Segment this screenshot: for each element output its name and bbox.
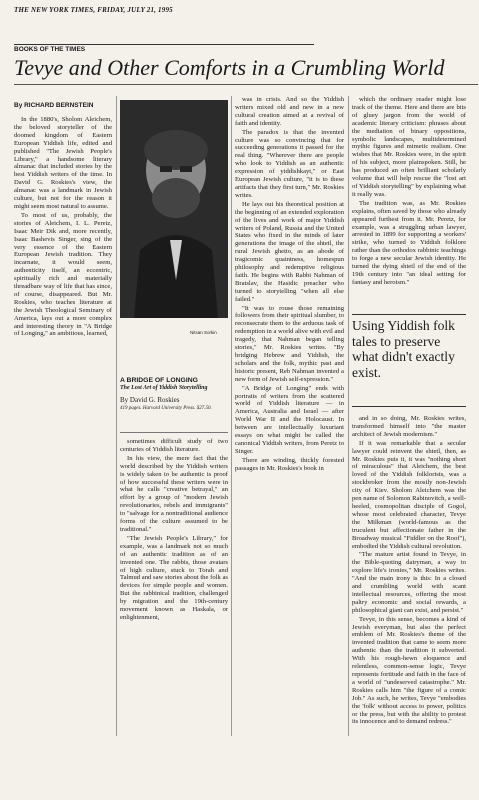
- paragraph: which the ordinary reader might lose track of the theme. Here and there are bits of gluey jargon from the world of academic literary criticism: phrases about the mediation of binary oppositions, symbolic landscapes, multidetermined mythic figures and mimetic realism. One wishes that Mr. Roskies were, in the spirit of his subject, more plainspoken. Still, he has produced an often brilliant scholarly volume that will help rescue the "lost art of Yiddish storytelling" by explaining what it really was.: [352, 96, 466, 198]
- pull-quote-rule-top: [352, 314, 466, 315]
- paragraph: In his view, the mere fact that the world described by the Yiddish writers is widely taken to be authentic is proof of how successful these writers were in what he calls "creative betrayal," an effort by a group of "modern Jewish revolutionaries, rebels and immigrants" to "salvage for a nontraditional audience forms of the culture assumed to be traditional.": [120, 454, 228, 533]
- book-author: By David G. Roskies: [120, 396, 180, 404]
- headline: Tevye and Other Comforts in a Crumbling World: [14, 55, 445, 80]
- paragraph: "The Jewish People's Library," for example, was a landmark not so much of an authentic tradition as of an invented one. The rabbis, those avatars of high culture, stuck to Torah and Talmud and saw stories about the folk as devices for simple people and women. But the rabbinical tradition, challenged by migration and the 19th-century movement known as Haskala, or enlightenment,: [120, 534, 228, 621]
- paragraph: "The mature artist found in Tevye, in the Bible-quoting dairyman, a way to explore life's ironies," Mr. Roskies writes. "And the main irony is this: In a closed and crumbling world with scant intellectual resources, offering the most paltry economic and social rewards, a philosophical giant can exist, and persist.": [352, 551, 466, 614]
- headline-rule: [14, 84, 478, 85]
- pull-quote-rule-bottom: [352, 406, 466, 407]
- paragraph: In the 1880's, Sholom Aleichem, the beloved storyteller of the doomed kingdom of Eastern European Yiddish life, edited and published "The Jewish People's Library," a handsome literary almanac that included stories by the best Yiddish writers of the time. In David G. Roskies's view, the almanac was a landmark in Jewish culture, but not for the reason it might seem most natural to assume.: [14, 116, 112, 210]
- paragraph: If it was remarkable that a secular lawyer could reinvent the shtetl, then, as Mr. Roskies puts it, it was "nothing short of miraculous" that Aleichem, the best loved of the Yiddish folklorists, was a stockbroker from the mostly non-Jewish city of Kiev. Sholom Aleichem was the pen name of Solomon Rabinovitch, a well-heeled, cosmopolitan disciple of Gogol, whose most celebrated character, Tevye the Milkman (world-famous as the truculent but affectionate father in the Broadway musical "Fiddler on the Roof"), embodied the Yiddish cultural revolution.: [352, 439, 466, 550]
- paragraph: To most of us, probably, the stories of Aleichem, I. L. Peretz, Isaac Meir Dik and, more recently, Isaac Bashevis Singer, sing of the very essence of the Eastern European Jewish tradition. They incarnate, it would seem, authenticity itself, an eccentric, spiritually rich and materially threadbare way of life that has since, of course, disappeared. But Mr. Roskies, who teaches literature at the Jewish Theological Seminary of America, lays out a more complex and interesting theory in "A Bridge of Longing," an ambitious, learned,: [14, 211, 112, 338]
- column-3: [235, 96, 344, 474]
- paragraph: and in so doing, Mr. Roskies writes, transformed himself into "the master architect of Jewish modernism.": [352, 415, 466, 438]
- paragraph: sometimes difficult study of two centuries of Yiddish literature.: [120, 438, 228, 453]
- pull-quote: Using Yiddish folk tales to preserve what didn't exactly exist.: [352, 318, 455, 380]
- byline: By RICHARD BERNSTEIN: [14, 102, 94, 109]
- paragraph: The paradox is that the invented culture was so convincing that for succeeding generations it passed for the real thing. "Wherever there are people who look to Yiddish as an authentic expression of yiddishkayt," or East European Jewish culture, "it is to these artifacts that they first turn," Mr. Roskies writes.: [235, 128, 344, 199]
- book-title: A BRIDGE OF LONGING: [120, 377, 198, 384]
- section-label: BOOKS OF THE TIMES: [14, 46, 86, 53]
- column-4-bottom: [352, 415, 466, 727]
- paragraph: was in crisis. And so the Yiddish writers mixed old and new in a new cultural creation aimed at a revival of faith and identity.: [235, 96, 344, 127]
- paragraph: "It was to rouse those remaining followers from their spiritual slumber, to reconsecrate them to the arduous task of redemption in a world alive with evil and tragedy, that Nahman began telling stories," Mr. Roskies writes. "By bridging Hebrew and Yiddish, the scholars and the folk, mythic past and historic present, Reb Nahman invented a new form of Jewish self-expression.": [235, 304, 344, 383]
- paragraph: He lays out his theoretical position at the beginning of an extended exploration of the lives and work of major Yiddish writers of Poland, Russia and the United States who fixed in the minds of later generations the image of the shtetl, the rural Jewish ghetto, as an abode of tragicomic quaintness, homespun philosophy and redemptive religious faith. He begins with Rabbi Nahman of Bratslav, the Hasidic preacher who turned to storytelling "when all else failed.": [235, 200, 344, 303]
- column-2: [120, 438, 228, 623]
- masthead: THE NEW YORK TIMES, FRIDAY, JULY 21, 1995: [14, 6, 173, 14]
- paragraph: The tradition was, as Mr. Roskies explains, often saved by those who already appeared furthest from it. Mr. Peretz, for example, was a struggling urban lawyer, arrested in 1899 for supporting a workers' strike, who turned to Yiddish folklore rather than the orthodox rabbinic teachings to forge a new secular Jewish identity. He turned the dying shtetl of the end of the 19th century into "an ideal setting for fantasy and heroism.": [352, 199, 466, 286]
- column-1: [14, 116, 112, 339]
- column-divider: [348, 96, 349, 736]
- paragraph: Tevye, in this sense, becomes a kind of Jewish everyman, but also the perfect emblem of Mr. Roskies's theme of the invented tradition that came to seem more authentic than the tradition it subverted. With his rough-hewn eloquence and relentless, common-sense logic, Tevye represents fortitude and faith in the face of a world of "undeserved catastrophe." Mr. Roskies calls him "the figure of a comic Job." As such, he writes, Tevye "embodies the 'folk' without access to power, politics or the press, but with the ability to protest its innocence and to demand redress.": [352, 615, 466, 726]
- paragraph: "A Bridge of Longing" ends with portraits of writers from the scattered world of Yiddish literature — in America, Australia and Israel — after World War II and the Holocaust. In between are intellectually luxuriant essays on what might be called the canonical Yiddish writers, from Peretz to Singer.: [235, 384, 344, 455]
- paragraph: There are winding, thickly forested passages in Mr. Roskies's book in: [235, 456, 344, 472]
- column-4-top: [352, 96, 466, 288]
- photo-credit: Nitsan Sorkin: [190, 330, 217, 335]
- book-info-rule: [120, 432, 228, 433]
- section-rule: [14, 44, 314, 45]
- column-divider: [116, 96, 117, 736]
- book-publisher: 419 pages. Harvard University Press. $27.50.: [120, 406, 212, 411]
- book-subtitle: The Lost Art of Yiddish Storytelling: [120, 385, 208, 391]
- author-photo: [120, 100, 228, 318]
- column-divider: [231, 96, 232, 736]
